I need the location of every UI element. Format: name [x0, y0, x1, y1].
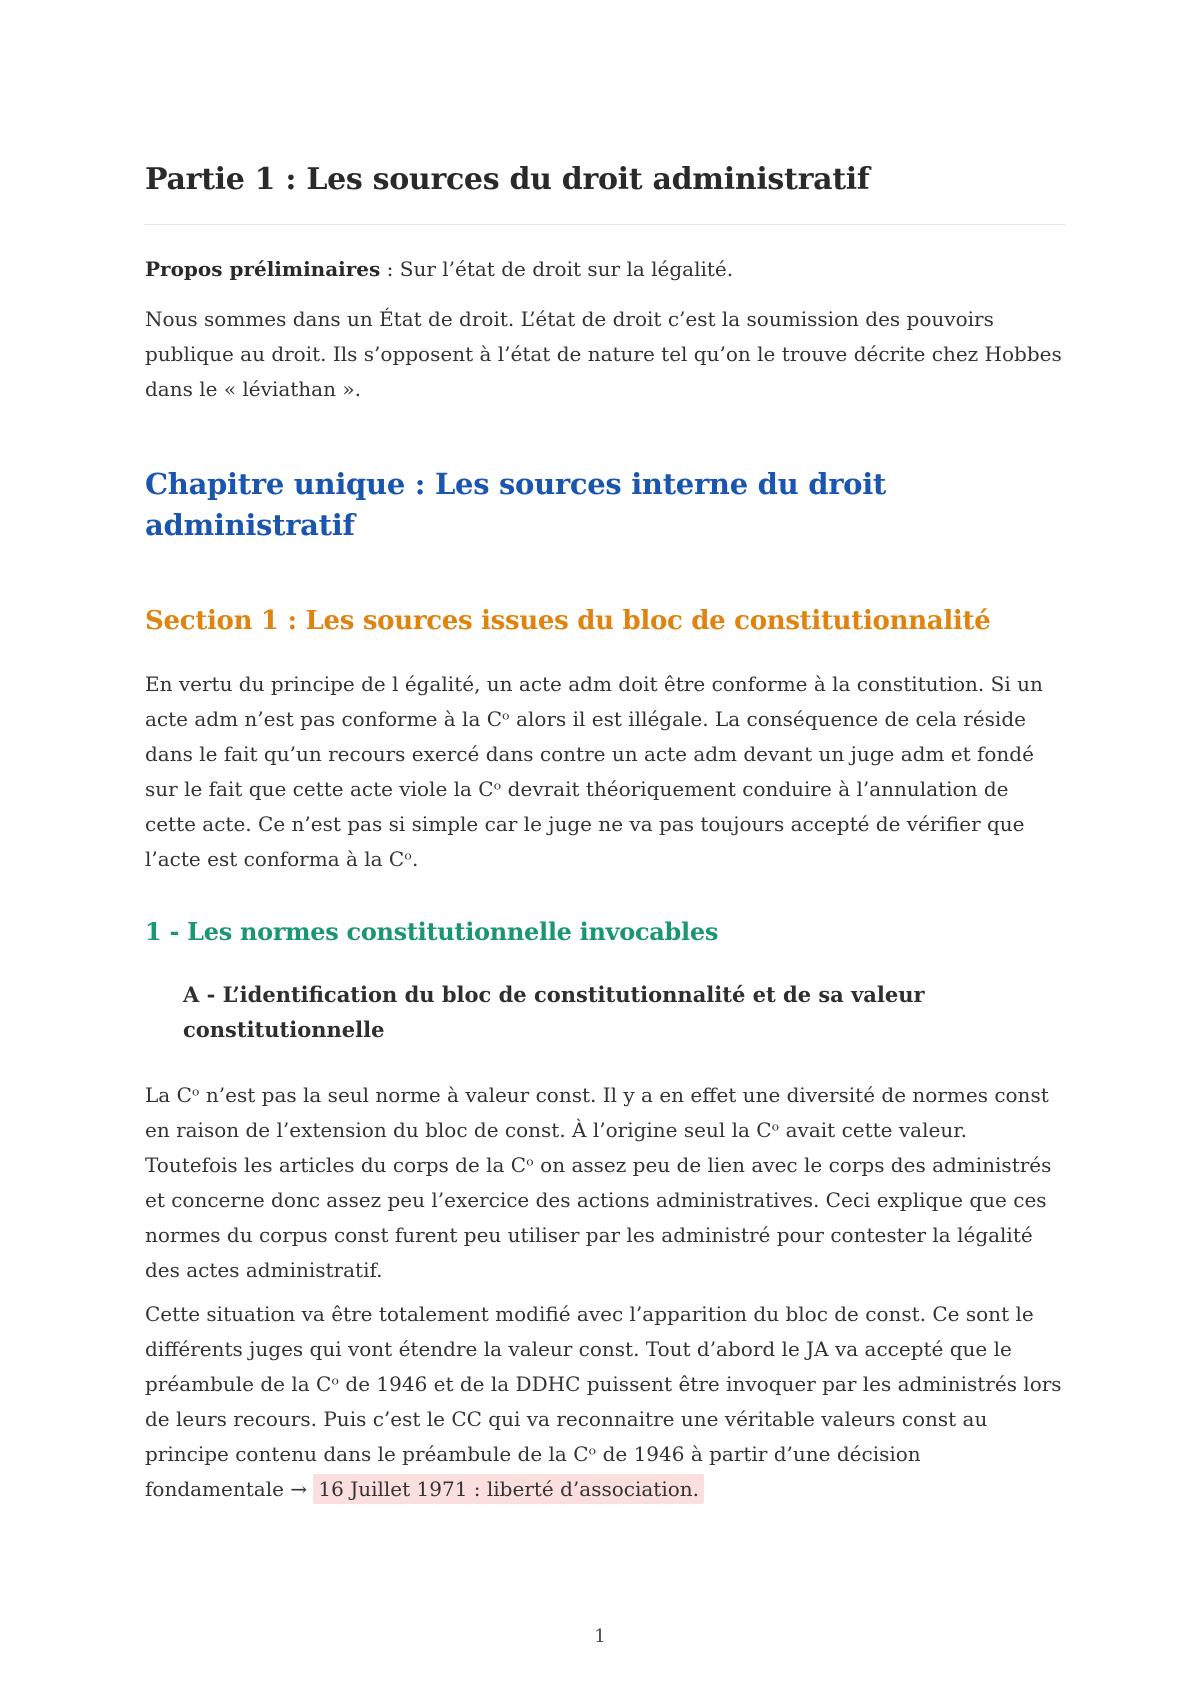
title-divider [145, 224, 1065, 225]
subsubsection-title: A - L’identification du bloc de constitutionnalité et de sa valeur constitutionnelle [183, 982, 925, 1042]
paragraph-4 [145, 1297, 1065, 1507]
section-title: Section 1 : Les sources issues du bloc de constitutionnalité [145, 606, 991, 636]
subsection-title: 1 - Les normes constitutionnelle invocables [145, 917, 719, 946]
part-title: Partie 1 : Les sources du droit administratif [145, 162, 870, 197]
preliminary-text: : Sur l’état de droit sur la légalité. [380, 257, 734, 281]
paragraph-3: La Cᵒ n’est pas la seul norme à valeur const. Il y a en effet une diversité de normes const en raison de l’extension du bloc de const. À l’origine seul la Cᵒ avait cette valeur. Toutefois les articles du corps de la Cᵒ on assez peu de lien avec le corps des administrés et concerne donc assez peu l’exercice des actions administratives. Ceci explique que ces normes du corpus const furent peu utiliser par les administré pour contester la légalité des actes administratif. [145, 1083, 1052, 1282]
paragraph-4-text: Cette situation va être totalement modifié avec l’apparition du bloc de const. Ce sont le différents juges qui vont étendre la valeur const. Tout d’abord le JA va accepté que le préambule de la Cᵒ de 1946 et de la DDHC puissent être invoquer par les administrés lors de leurs recours. Puis c’est le CC qui va reconnaitre une véritable valeurs const au principe contenu dans le préambule de la Cᵒ de 1946 à partir d’une décision fondamentale → [145, 1302, 1062, 1501]
preliminary-label: Propos préliminaires [145, 257, 381, 281]
page-number: 1 [594, 1626, 606, 1647]
section-paragraph: En vertu du principe de l égalité, un acte adm doit être conforme à la constitution. Si un acte adm n’est pas conforme à la Cᵒ alors il est illégale. La conséquence de cela réside dans le fait qu’un recours exercé dans contre un acte adm devant un juge adm et fondé sur le fait que cette acte viole la Cᵒ devrait théoriquement conduire à l’annulation de cette acte. Ce n’est pas si simple car le juge ne va pas toujours accepté de vérifier que l’acte est conforma à la Cᵒ. [145, 672, 1043, 871]
intro-paragraph: Nous sommes dans un État de droit. L’état de droit c’est la soumission des pouvoirs publique au droit. Ils s’opposent à l’état de nature tel qu’on le trouve décrite chez Hobbes dans le « léviathan ». [145, 307, 1062, 401]
highlighted-date: 16 Juillet 1971 : liberté d’association. [313, 1474, 704, 1504]
chapter-title: Chapitre unique : Les sources interne du droit administratif [145, 467, 887, 542]
preliminary-remarks [145, 252, 1065, 287]
